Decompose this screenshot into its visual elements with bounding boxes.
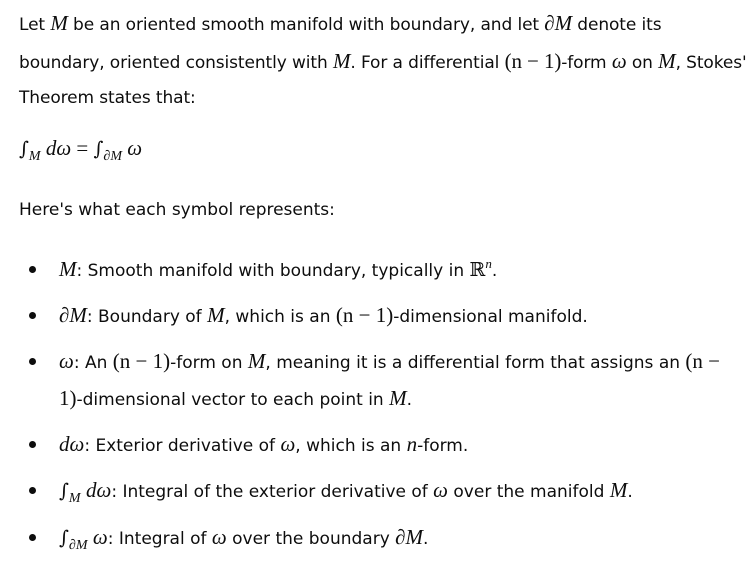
- math-M: M: [207, 303, 225, 327]
- bullet-text: .: [491, 261, 498, 281]
- section-heading: Here's what each symbol represents:: [19, 200, 335, 220]
- bullet-text: over the manifold: [448, 482, 610, 502]
- intro-paragraph: [19, 6, 749, 117]
- math-omega: ω: [59, 349, 74, 373]
- bullet-text: over the boundary: [226, 529, 396, 549]
- integral-sign: ∫: [59, 480, 69, 502]
- math-omega: ω: [211, 525, 227, 549]
- bullet-icon: [29, 487, 36, 494]
- list-item: [19, 298, 739, 335]
- math-d-omega: dω: [59, 432, 85, 456]
- bullet-text: -form.: [417, 436, 469, 456]
- math-M: M: [247, 349, 266, 373]
- bullet-text: : Boundary of: [86, 307, 208, 327]
- bullet-text: : Smooth manifold with boundary, typically in: [76, 261, 470, 281]
- integral-sign: ∫: [93, 138, 104, 160]
- list-item: [19, 520, 739, 558]
- bullet-text: .: [406, 390, 413, 410]
- math-omega: ω: [92, 525, 108, 549]
- list-item: [19, 252, 739, 289]
- intro-text-2: be an oriented smooth manifold with boundary, and let: [67, 15, 545, 35]
- math-partial-M: ∂M: [59, 303, 87, 327]
- math-M: M: [609, 478, 628, 502]
- intro-text-6: on: [626, 52, 659, 73]
- stokes-formula: [19, 136, 143, 164]
- bullet-text: : Integral of: [107, 529, 212, 549]
- integral-sign: ∫: [59, 527, 69, 549]
- bullet-text: : An: [73, 353, 113, 373]
- bullet-icon: [29, 441, 36, 448]
- math-M: M: [389, 386, 407, 410]
- bullet-text: -form on: [170, 353, 248, 373]
- intro-text-4: . For a differential: [350, 52, 505, 73]
- bullet-icon: [29, 266, 36, 273]
- math-R: ℝ: [469, 259, 486, 281]
- math-n-minus-1: (n − 1): [59, 349, 721, 410]
- formula-lhs-subscript: M: [28, 149, 41, 164]
- formula-rhs-body: ω: [122, 136, 143, 160]
- integral-sign: ∫: [19, 138, 29, 160]
- symbol-list: [19, 252, 739, 567]
- bullet-text: , meaning it is a differential form that assigns an: [265, 353, 686, 373]
- list-item: [19, 427, 739, 464]
- math-M: M: [50, 11, 68, 35]
- math-n-minus-1: (n − 1): [112, 349, 171, 373]
- math-partial-M: ∂M: [395, 525, 424, 549]
- list-item: [19, 344, 739, 418]
- bullet-text: -dimensional manifold.: [393, 307, 588, 327]
- list-item: [19, 473, 739, 511]
- math-omega: ω: [280, 432, 296, 456]
- math-n-superscript: n: [485, 256, 492, 271]
- math-n: n: [406, 432, 418, 456]
- bullet-icon: [29, 534, 36, 541]
- math-d-omega: dω: [85, 478, 112, 502]
- math-M: M: [332, 48, 351, 73]
- formula-equals: =: [71, 136, 94, 160]
- bullet-text: , which is an: [295, 436, 407, 456]
- intro-text-1: Let: [19, 15, 51, 35]
- math-n-minus-1: (n − 1): [335, 303, 394, 327]
- formula-lhs-body: dω: [40, 136, 72, 160]
- bullet-text: : Integral of the exterior derivative of: [111, 482, 434, 502]
- bullet-text: .: [627, 482, 633, 502]
- intro-text-7: , Stokes' Theorem states that:: [19, 52, 747, 108]
- math-M-subscript: M: [68, 491, 81, 506]
- bullet-icon: [29, 312, 36, 319]
- intro-text-5: -form: [561, 52, 612, 73]
- bullet-text: , which is an: [224, 307, 336, 327]
- bullet-icon: [29, 358, 36, 365]
- math-n-minus-1: (n − 1): [504, 48, 562, 73]
- formula-rhs-subscript: ∂M: [103, 149, 122, 164]
- intro-text-3: denote its boundary, oriented consistently with: [19, 15, 662, 73]
- math-partial-M-subscript: ∂M: [68, 538, 88, 553]
- math-omega: ω: [433, 478, 448, 502]
- math-M: M: [59, 257, 77, 281]
- bullet-text: .: [423, 529, 429, 549]
- math-M: M: [658, 48, 676, 73]
- bullet-text: : Exterior derivative of: [84, 436, 281, 456]
- math-partial-M: ∂M: [544, 11, 572, 35]
- math-omega: ω: [611, 48, 627, 73]
- bullet-text: -dimensional vector to each point in: [76, 390, 390, 410]
